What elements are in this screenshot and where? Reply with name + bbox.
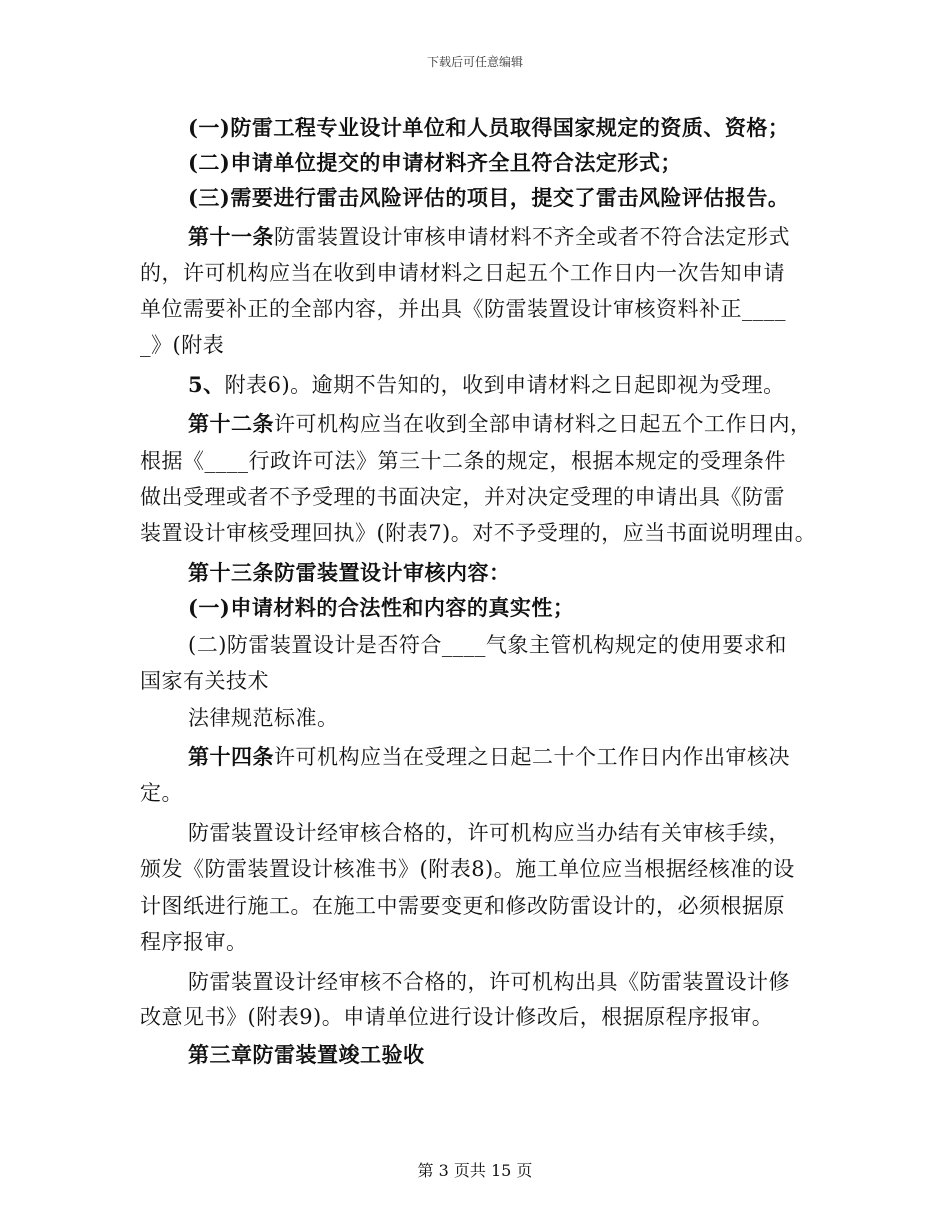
bold-text: 第十四条	[188, 744, 274, 769]
text-line	[140, 180, 789, 216]
text-line	[140, 700, 339, 736]
body-text: 法律规范标准。	[188, 706, 339, 730]
text-line	[140, 627, 787, 663]
text-line	[140, 663, 269, 699]
bold-text: 5、	[188, 372, 225, 397]
text-line	[140, 775, 183, 811]
body-text: 防雷装置设计经审核不合格的，许可机构出具《防雷装置设计修	[188, 970, 790, 994]
text-line	[140, 110, 789, 146]
bold-text: 第十二条	[188, 411, 274, 436]
bold-text: (一)防雷工程专业设计单位和人员取得国家规定的资质、资格；	[188, 115, 790, 140]
body-text: 颁发《防雷装置设计核准书》(附表8)。施工单位应当根据经核准的设	[140, 857, 795, 881]
body-text: 装置设计审核受理回执》(附表7)。对不予受理的，应当书面说明理由。	[140, 521, 817, 545]
bold-text: (三)需要进行雷击风险评估的项目，提交了雷击风险评估报告。	[188, 185, 790, 210]
body-text: 根据《____行政许可法》第三十二条的规定，根据本规定的受理条件	[140, 449, 786, 473]
text-line	[140, 145, 682, 181]
body-text: 定。	[140, 781, 183, 805]
body-text: 国家有关技术	[140, 669, 269, 693]
text-line	[140, 291, 786, 327]
page-header-note: 下载后可任意编辑	[426, 55, 523, 69]
body-text: 改意见书》(附表9)。申请单位进行设计修改后，根据原程序报审。	[140, 1005, 774, 1029]
text-line	[140, 367, 785, 403]
text-line	[140, 406, 812, 442]
text-line	[140, 443, 786, 479]
body-text: 做出受理或者不予受理的书面决定，并对决定受理的申请出具《防雷	[140, 485, 785, 509]
page-number: 第 3 页共 15 页	[417, 1161, 533, 1180]
text-line	[140, 515, 816, 551]
text-line	[140, 555, 511, 591]
body-text: 许可机构应当在收到全部申请材料之日起五个工作日内，	[274, 412, 812, 436]
text-line	[140, 739, 790, 775]
body-text: (二)防雷装置设计是否符合____气象主管机构规定的使用要求和	[188, 633, 787, 657]
body-text: 程序报审。	[140, 930, 248, 954]
text-line	[140, 327, 224, 363]
body-text: _》(附表	[140, 333, 225, 357]
text-line	[140, 255, 785, 291]
body-text: 防雷装置设计经审核合格的，许可机构应当办结有关审核手续，	[188, 821, 790, 845]
text-line	[140, 479, 785, 515]
text-line	[140, 999, 773, 1035]
bold-text: (二)申请单位提交的申请材料齐全且符合法定形式；	[188, 150, 682, 175]
bold-text: (一)申请材料的合法性和内容的真实性；	[188, 595, 575, 620]
text-line	[140, 815, 790, 851]
bold-text: 第三章防雷装置竣工验收	[188, 1042, 425, 1067]
text-line	[140, 1037, 425, 1073]
body-text: 防雷装置设计审核申请材料不齐全或者不符合法定形式	[274, 225, 790, 249]
text-line	[140, 851, 795, 887]
body-text: 计图纸进行施工。在施工中需要变更和修改防雷设计的，必须根据原	[140, 894, 785, 918]
bold-text: 第十一条	[188, 224, 274, 249]
text-line	[140, 964, 790, 1000]
body-text: 单位需要补正的全部内容，并出具《防雷装置设计审核资料补正____	[140, 297, 786, 321]
document-body	[140, 108, 840, 1088]
text-line	[140, 590, 574, 626]
bold-text: 第十三条防雷装置设计审核内容：	[188, 560, 511, 585]
text-line	[140, 888, 785, 924]
body-text: 的，许可机构应当在收到申请材料之日起五个工作日内一次告知申请	[140, 261, 785, 285]
body-text: 许可机构应当在受理之日起二十个工作日内作出审核决	[274, 745, 790, 769]
text-line	[140, 219, 790, 255]
body-text: 附表6)。逾期不告知的，收到申请材料之日起即视为受理。	[224, 373, 785, 397]
text-line	[140, 924, 248, 960]
